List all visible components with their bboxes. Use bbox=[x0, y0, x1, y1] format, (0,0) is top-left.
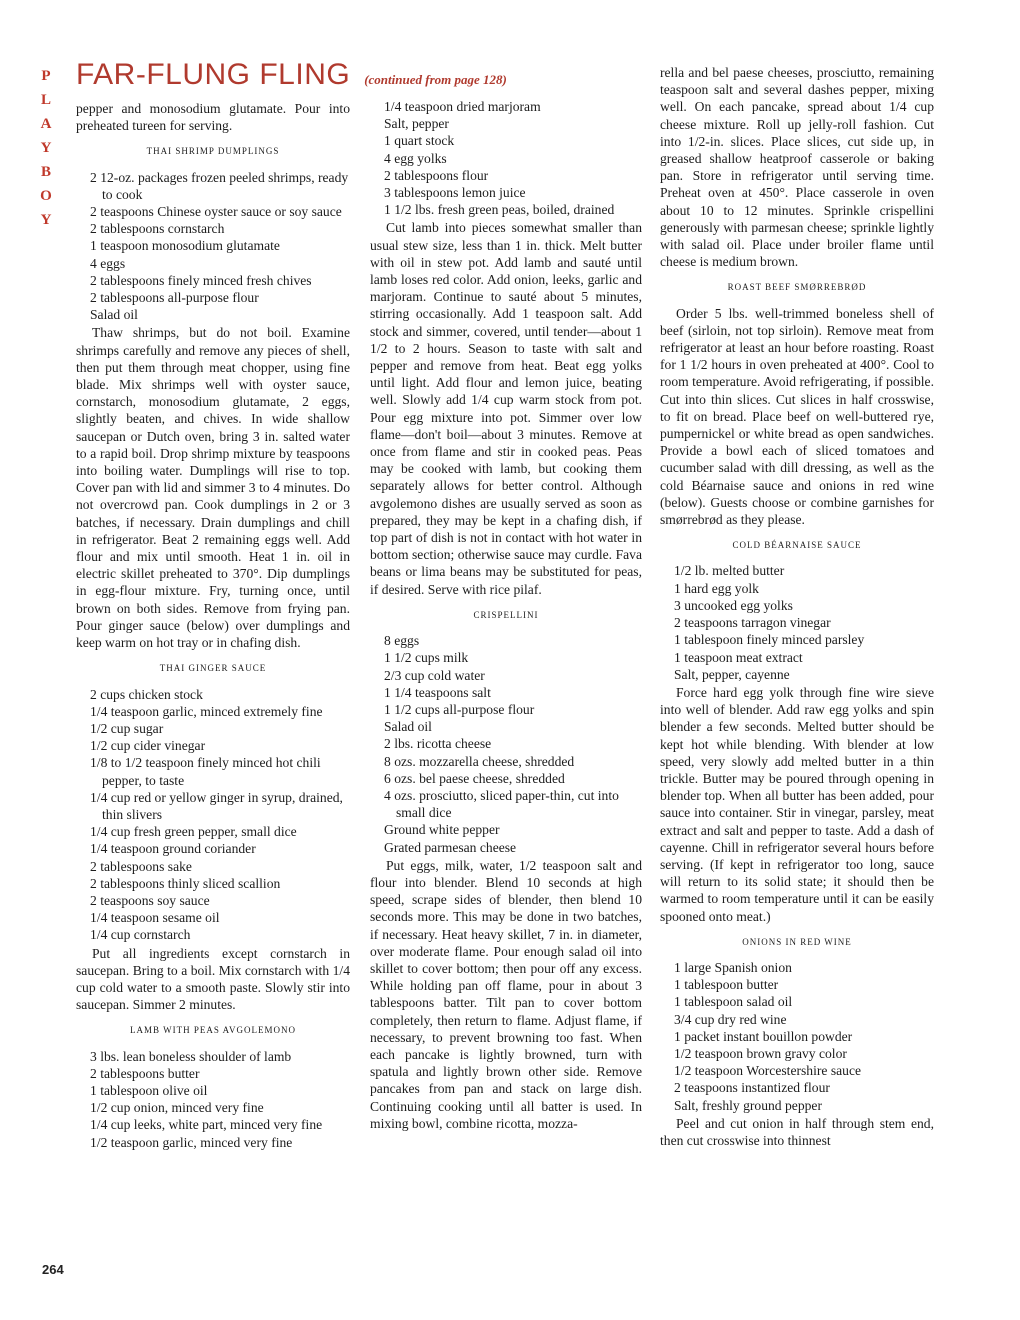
brand-letter: Y bbox=[40, 212, 52, 228]
page-number: 264 bbox=[42, 1262, 64, 1277]
ingredient-list bbox=[76, 169, 350, 324]
ingredient: 1/2 teaspoon brown gravy color bbox=[674, 1045, 847, 1061]
column-1 bbox=[76, 100, 350, 1152]
recipe-heading: ONIONS IN RED WINE bbox=[742, 936, 852, 947]
method-paragraph: Thaw shrimps, but do not boil. Examine shrimps carefully and remove any pieces of shell, then put them through meat chopper, using fine blade. Mix shrimps well with oyster sauce, cornstarch, monosodium glutamate, 2 eggs, slightly beaten, and chives. In wide shallow saucepan or Dutch oven, bring 3 in. salted water to a rapid boil. Drop shrimp mixture by teaspoons into boiling water. Dumplings will rise to top. Cover pan with lid and simmer 3 to 4 minutes. Do not overcrowd pan. Cook dumplings in 2 or 3 batches, if necessary. Drain dumplings and chill in refrigerator. Beat 2 remaining eggs well. Add flour and mix until smooth. Heat 1 in. oil in electric skillet preheated to 370°. Dip dumplings in egg-flour mixture. Fry, turning once, until brown on both sides. Remove from frying pan. Pour ginger sauce (below) over dumplings and keep warm on hot tray or in chafing dish. bbox=[76, 325, 350, 651]
method-paragraph: Order 5 lbs. well-trimmed boneless shell of beef (sirloin, not top sirloin). Remove meat from refrigerator at least an hour before roasting. Roast for 1 1/2 hours in oven preheated at 400°. Cool to room temperature. Avoid refrigerating, if possible. Cut into thin slices. Cut slices in half crosswise, to fit on bread. Place beef on well-buttered rye, pumpernickel or white bread as open sandwiches. Provide a bowl each of sliced tomatoes and cucumber salad with dill dressing, as well as the cold Béarnaise sauce and onions in red wine (below). Guests choose or combine garnishes for smørrebrød as they please. bbox=[660, 305, 934, 528]
ingredient: 1 large Spanish onion bbox=[674, 959, 792, 975]
ingredient: 1 hard egg yolk bbox=[674, 580, 759, 596]
brand-letter: Y bbox=[40, 140, 52, 156]
brand-letter: L bbox=[40, 92, 51, 108]
recipe-heading: THAI GINGER SAUCE bbox=[159, 663, 267, 674]
method-paragraph: rella and bel paese cheeses, prosciutto, remaining teaspoon salt and several dashes pepper, mixing well. On each pancake, spread about 1/4 cup cheese mixture. Roll up jelly-roll fashion. Cut into 1/2-in. slices. Place slices, cut side up, in greased shallow heatproof casserole or baking pan. Store in refrigerator until serving time. Preheat oven at 450°. Place casserole in oven about 10 to 12 minutes. Sprinkle crispellini generously with parmesan cheese; sprinkle lightly with salad oil. Place under broiler flame until cheese is medium brown. bbox=[660, 65, 934, 270]
ingredient: 1/4 teaspoon ground coriander bbox=[90, 841, 256, 857]
ingredient-list bbox=[370, 632, 642, 856]
ingredient: 1/8 to 1/2 teaspoon finely minced hot chili pepper, to taste bbox=[90, 755, 321, 788]
ingredient: Salad oil bbox=[90, 307, 138, 323]
column-3 bbox=[660, 64, 934, 1149]
ingredient: 1/4 cup red or yellow ginger in syrup, drained, thin slivers bbox=[90, 789, 343, 822]
ingredient: 2 12-oz. packages frozen peeled shrimps, ready to cook bbox=[90, 169, 349, 202]
ingredient: 2 tablespoons finely minced fresh chives bbox=[90, 272, 312, 288]
ingredient-list bbox=[76, 1048, 350, 1151]
ingredient: 1 quart stock bbox=[384, 133, 455, 149]
ingredient: 6 ozs. bel paese cheese, shredded bbox=[384, 770, 565, 786]
ingredient: 2 tablespoons cornstarch bbox=[90, 221, 225, 237]
continued-note: (continued from page 128) bbox=[364, 72, 507, 87]
ingredient: 3 tablespoons lemon juice bbox=[384, 185, 526, 201]
ingredient: Grated parmesan cheese bbox=[384, 839, 517, 855]
ingredient: 1 1/2 cups all-purpose flour bbox=[384, 701, 535, 717]
ingredient: 1 tablespoon salad oil bbox=[674, 994, 793, 1010]
ingredient: 1 tablespoon olive oil bbox=[90, 1082, 208, 1098]
ingredient: 1/2 cup sugar bbox=[90, 720, 164, 736]
recipe-heading: LAMB WITH PEAS AVGOLEMONO bbox=[130, 1025, 296, 1036]
ingredient: 2 cups chicken stock bbox=[90, 686, 203, 702]
ingredient: 4 ozs. prosciutto, sliced paper-thin, cut into small dice bbox=[384, 787, 619, 821]
recipe-heading: THAI SHRIMP DUMPLINGS bbox=[146, 146, 280, 157]
ingredient: Salt, pepper, cayenne bbox=[674, 666, 790, 682]
ingredient: Salt, freshly ground pepper bbox=[674, 1097, 822, 1113]
ingredient: 1 packet instant bouillon powder bbox=[674, 1028, 853, 1044]
ingredient: 1/2 cup onion, minced very fine bbox=[90, 1100, 264, 1116]
ingredient: 1 1/2 lbs. fresh green peas, boiled, drained bbox=[384, 202, 615, 218]
brand-letter: O bbox=[40, 188, 52, 204]
ingredient: 1 1/4 teaspoons salt bbox=[384, 684, 491, 700]
ingredient: 1/4 cup leeks, white part, minced very fine bbox=[90, 1117, 323, 1133]
method-paragraph: Cut lamb into pieces somewhat smaller than usual stew size, less than 1 in. thick. Melt butter with oil in stew pot. Add lamb and sauté until lamb loses red color. Add onion, leeks, garlic and marjoram. Continue to sauté about 5 minutes, stirring occasionally. Add 1 teaspoon salt. Add stock and simmer, covered, until tender—about 1 1/2 to 2 hours. Season to taste with salt and pepper and remove from heat. Beat egg yolks until light. Add flour and lemon juice, beating well. Slowly add 1/4 cup warm stock from pot. Pour egg mixture into pot. Simmer over low flame—don't boil—about 3 minutes. Remove at once from flame and stir in cooked peas. Peas may be cooked with lamb, but cooking them separately allows for better control. Although avgolemono dishes are usually served as soon as prepared, they may be kept in a chafing dish, if top part of dish is not in contact with hot water in bottom section; otherwise sauce may curdle. Fava beans or lima beans may be substituted for peas, if desired. Serve with rice pilaf. bbox=[370, 220, 642, 597]
ingredient: 3 uncooked egg yolks bbox=[674, 597, 793, 613]
magazine-name bbox=[26, 64, 66, 232]
ingredient: 1/2 teaspoon garlic, minced very fine bbox=[90, 1134, 293, 1150]
ingredient: 4 eggs bbox=[90, 255, 126, 271]
ingredient: 1 teaspoon meat extract bbox=[674, 649, 803, 665]
recipe-heading: COLD BÉARNAISE SAUCE bbox=[732, 540, 862, 551]
ingredient: 2 lbs. ricotta cheese bbox=[384, 736, 492, 752]
ingredient: 4 egg yolks bbox=[384, 150, 447, 166]
ingredient: 2 tablespoons all-purpose flour bbox=[90, 290, 259, 306]
recipe-heading: CRISPELLINI bbox=[473, 609, 539, 620]
ingredient: 2/3 cup cold water bbox=[384, 667, 485, 683]
ingredient-list bbox=[660, 959, 934, 1114]
ingredient: 1/4 teaspoon sesame oil bbox=[90, 910, 220, 926]
ingredient: Salad oil bbox=[384, 719, 432, 735]
ingredient: 1/2 cup cider vinegar bbox=[90, 738, 206, 754]
ingredient: 2 tablespoons butter bbox=[90, 1065, 200, 1081]
ingredient: 1/4 teaspoon dried marjoram bbox=[384, 99, 541, 114]
intro-paragraph: pepper and monosodium glutamate. Pour into preheated tureen for serving. bbox=[76, 101, 350, 134]
ingredient: 1 tablespoon butter bbox=[674, 977, 779, 993]
ingredient: 2 teaspoons instantized flour bbox=[674, 1080, 830, 1096]
ingredient: 1 1/2 cups milk bbox=[384, 650, 469, 666]
ingredient: Salt, pepper bbox=[384, 116, 449, 132]
ingredient: 1/4 cup fresh green pepper, small dice bbox=[90, 824, 297, 840]
ingredient: 1/2 lb. melted butter bbox=[674, 563, 785, 579]
ingredient: 2 teaspoons soy sauce bbox=[90, 892, 210, 908]
article-title bbox=[76, 58, 507, 92]
ingredient: 1 tablespoon finely minced parsley bbox=[674, 632, 865, 648]
ingredient: 1/4 teaspoon garlic, minced extremely fine bbox=[90, 703, 323, 719]
method-paragraph: Peel and cut onion in half through stem end, then cut crosswise into thinnest bbox=[660, 1115, 934, 1148]
ingredient: 1/2 teaspoon Worcestershire sauce bbox=[674, 1063, 862, 1079]
ingredient: 2 tablespoons flour bbox=[384, 167, 489, 183]
ingredient: 2 tablespoons thinly sliced scallion bbox=[90, 875, 281, 891]
ingredient: Ground white pepper bbox=[384, 822, 500, 838]
recipe-heading: ROAST BEEF SMØRREBRØD bbox=[727, 282, 867, 293]
ingredient: 8 ozs. mozzarella cheese, shredded bbox=[384, 753, 575, 769]
ingredient: 1 teaspoon monosodium glutamate bbox=[90, 238, 280, 254]
ingredient: 8 eggs bbox=[384, 633, 420, 649]
brand-letter: B bbox=[40, 164, 51, 180]
method-paragraph: Put all ingredients except cornstarch in saucepan. Bring to a boil. Mix cornstarch with 1/4 cup cold water to a smooth paste. Slowly stir into saucepan. Simmer 2 minutes. bbox=[76, 945, 350, 1013]
brand-letter: P bbox=[41, 68, 51, 84]
ingredient-list bbox=[370, 98, 642, 218]
ingredient-list bbox=[76, 686, 350, 944]
column-2 bbox=[370, 98, 642, 1132]
ingredient: 2 teaspoons tarragon vinegar bbox=[674, 615, 831, 631]
ingredient: 2 tablespoons sake bbox=[90, 858, 192, 874]
method-paragraph: Force hard egg yolk through fine wire sieve into well of blender. Add raw egg yolks and spin blender a few seconds. Melted butter should be kept hot while blending. With blender at low speed, very slowly add melted butter in a thin trickle. Butter may be poured through opening in blender top. When all butter has been added, pour sauce into container. Stir in vinegar, parsley, meat extract and salt and pepper to taste. Add a dash of cayenne. Chill in refrigerator several hours before serving. (If kept in refrigerator too long, sauce will return to its solid state; it should then be warmed to room temperature until it can be easily spooned onto meat.) bbox=[660, 684, 934, 924]
method-paragraph: Put eggs, milk, water, 1/2 teaspoon salt and flour into blender. Blend 10 seconds at high speed, scrape sides of blender, then blend 10 seconds more. This may be done in two batches, if necessary. Heat heavy skillet, 7 in. in diameter, over moderate flame. Pour enough salad oil into skillet to cover bottom; then pour off any excess. While holding pan off flame, pour in about 3 tablespoons batter. Tilt pan to cover bottom completely, then return to flame. Adjust flame, if necessary, to prevent browning too fast. When each pancake is lightly browned, turn with spatula and lightly brown other side. Remove pancakes from pan and stack on large dish. Continuing cooking until all batter is used. In mixing bowl, combine ricotta, mozza- bbox=[370, 857, 642, 1131]
title-text: FAR-FLUNG FLING bbox=[76, 58, 351, 91]
ingredient: 3/4 cup dry red wine bbox=[674, 1011, 787, 1027]
ingredient: 1/4 cup cornstarch bbox=[90, 927, 191, 943]
ingredient: 3 lbs. lean boneless shoulder of lamb bbox=[90, 1048, 292, 1064]
ingredient-list bbox=[660, 562, 934, 682]
ingredient: 2 teaspoons Chinese oyster sauce or soy sauce bbox=[90, 204, 342, 220]
brand-letter: A bbox=[40, 116, 52, 132]
